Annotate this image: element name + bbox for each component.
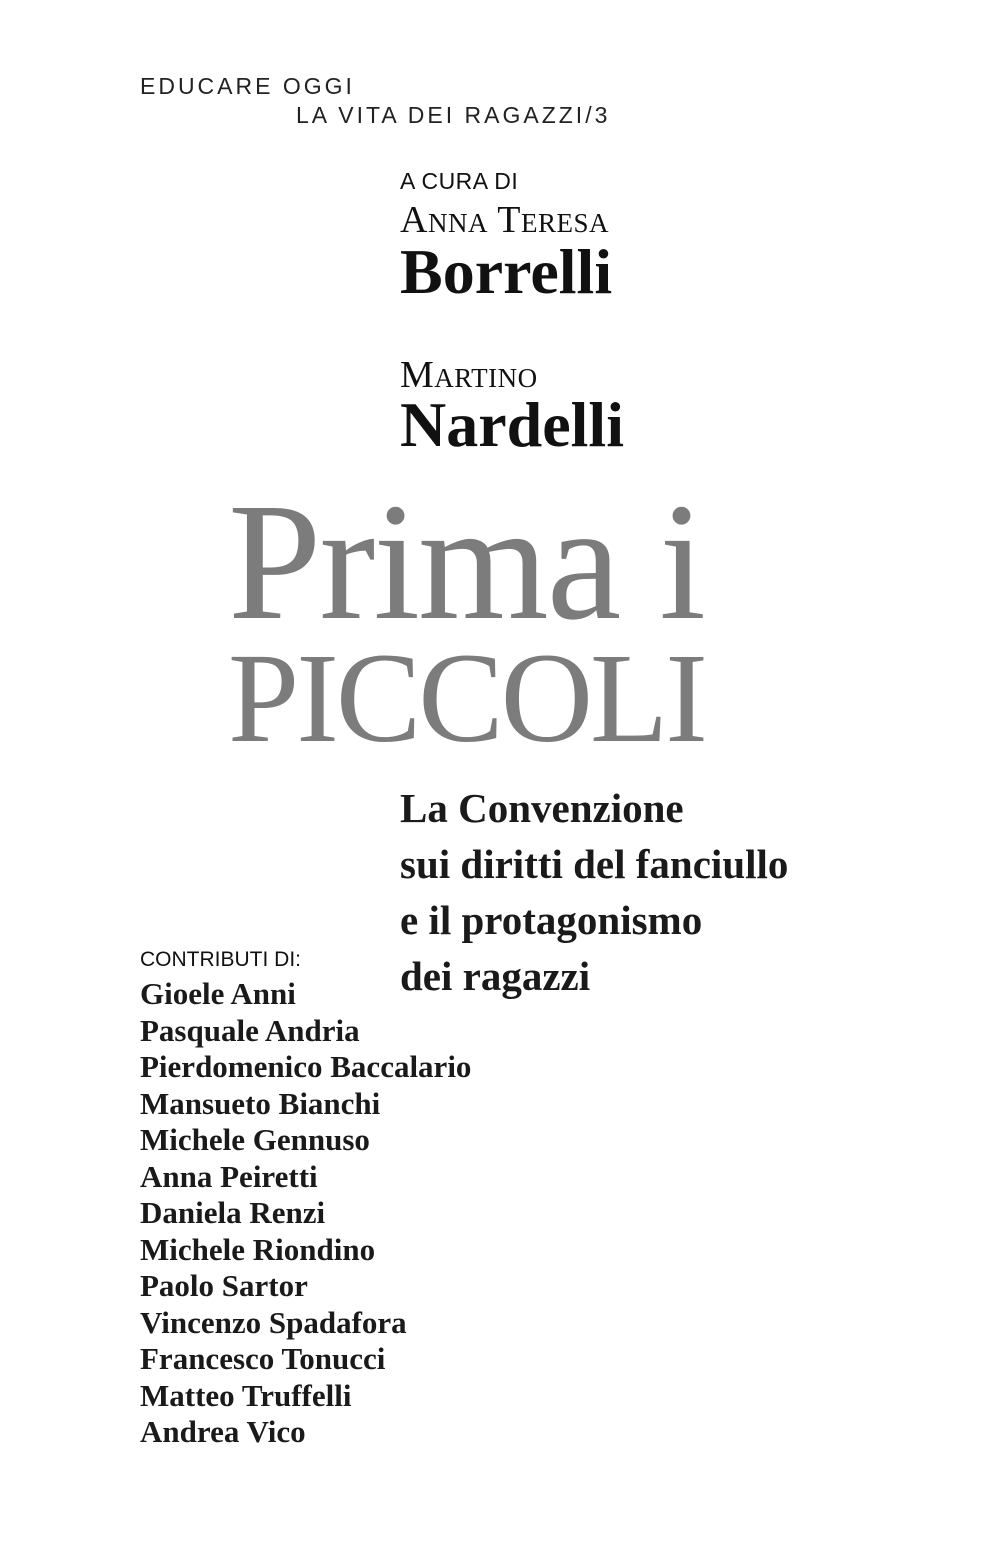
subtitle-line: dei ragazzi — [400, 953, 591, 999]
subtitle-line: La Convenzione — [400, 785, 684, 831]
contributor-name: Michele Riondino — [140, 1231, 376, 1267]
book-subtitle — [400, 780, 788, 1004]
contributor-name: Andrea Vico — [140, 1414, 306, 1449]
contributor-name: Paolo Sartor — [140, 1268, 308, 1303]
subtitle-line: sui diritti del fanciullo — [400, 841, 789, 887]
contributor-name: Matteo Truffelli — [140, 1377, 352, 1413]
series-title: EDUCARE OGGI — [140, 73, 355, 99]
contributor-name: Michele Gennuso — [140, 1122, 370, 1157]
contributor-name: Pasquale Andria — [140, 1012, 360, 1048]
contributor-name: Pierdomenico Baccalario — [140, 1049, 472, 1084]
editor-1-last-name: Borrelli — [400, 236, 613, 307]
contributor-name: Daniela Renzi — [140, 1195, 326, 1230]
editor-2-last-name: Nardelli — [400, 389, 624, 460]
series-subtitle: LA VITA DEI RAGAZZI/3 — [296, 102, 611, 128]
subtitle-line: e il protagonismo — [400, 897, 703, 943]
contributors-list — [140, 976, 471, 1451]
book-title-line-2: PICCOLI — [228, 627, 705, 769]
contributor-name: Anna Peiretti — [140, 1158, 318, 1194]
contributor-name: Vincenzo Spadafora — [140, 1304, 407, 1340]
editors-label: A CURA DI — [400, 168, 519, 194]
contributors-label: CONTRIBUTI DI: — [140, 948, 301, 971]
book-title-line-1: Prima i — [228, 469, 704, 655]
editor-2-first-name: Martino — [400, 354, 538, 396]
series-name — [140, 72, 610, 130]
contributor-name: Gioele Anni — [140, 976, 296, 1011]
editor-1-first-name: Anna Teresa — [400, 199, 609, 241]
contributor-name: Francesco Tonucci — [140, 1341, 386, 1376]
contributor-name: Mansueto Bianchi — [140, 1085, 381, 1121]
